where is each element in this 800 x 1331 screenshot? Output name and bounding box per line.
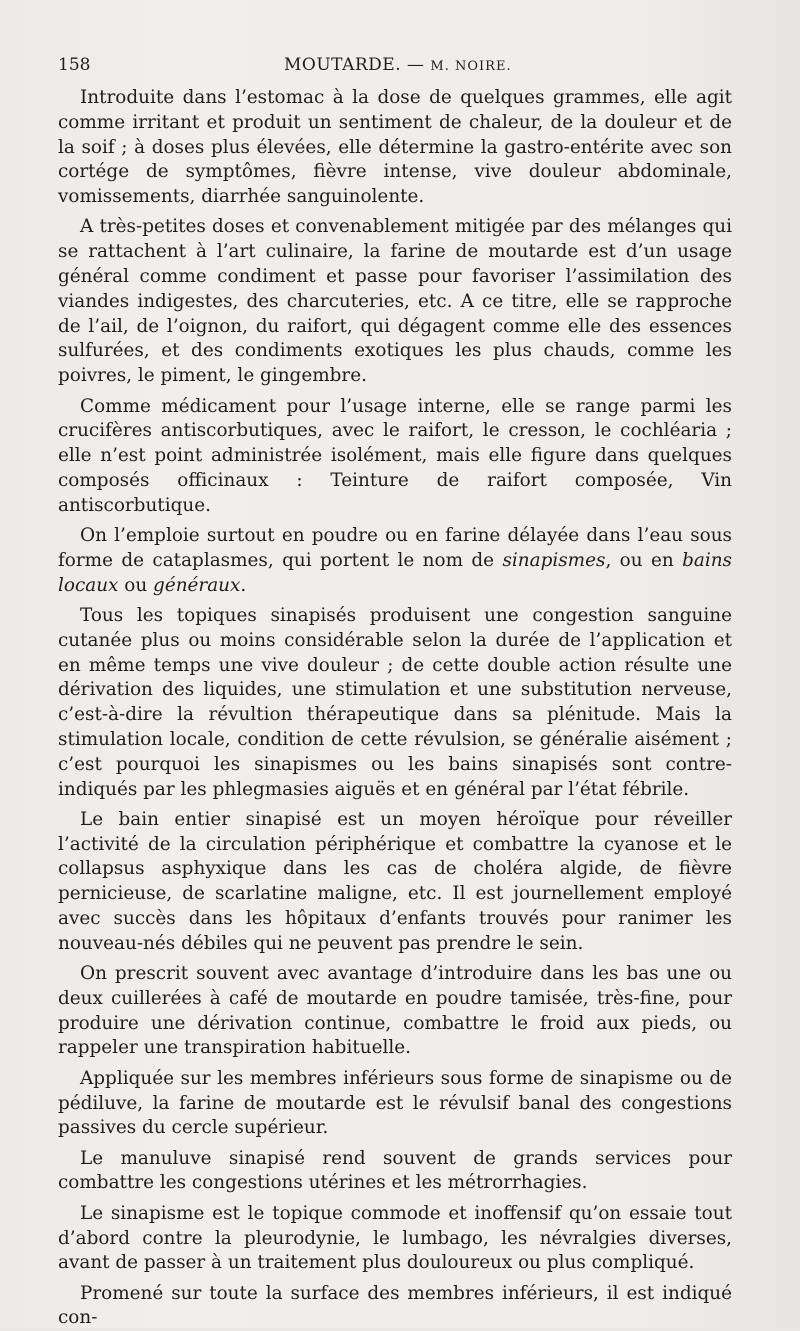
page-number: 158 bbox=[58, 55, 91, 75]
paragraph: Le manuluve sinapisé rend souvent de grands services pour combattre les congestions utérines et les métrorrhagies. bbox=[58, 1147, 732, 1194]
running-title bbox=[284, 55, 512, 75]
running-title-sub: M. NOIRE. bbox=[430, 59, 512, 74]
paragraph bbox=[58, 524, 732, 598]
paragraph: Tous les topiques sinapisés produisent une congestion sanguine cutanée plus ou moins considérable selon la durée de l’application et en même temps une vive douleur ; de cette double action résulte une dérivation des liquides, une stimulation et une substitution nerveuse, c’est-à-dire la révultion thérapeutique dans sa plénitude. Mais la stimulation locale, condition de cette révulsion, se généralie aisément ; c’est pourquoi les sinapismes ou les bains sinapisés sont contre-indiqués par les phlegmasies aiguës et en général par l’état fébrile. bbox=[58, 604, 732, 800]
running-header bbox=[58, 55, 738, 81]
text-run: , ou en bbox=[605, 549, 683, 571]
italic-term-sinapismes: sinapismes bbox=[502, 549, 606, 571]
paragraph: Appliquée sur les membres inférieurs sous forme de sinapisme ou de pédiluve, la farine de moutarde est le révulsif banal des congestions passives du cercle supérieur. bbox=[58, 1067, 732, 1139]
paragraph: Le sinapisme est le topique commode et inoffensif qu’on essaie tout d’abord contre la pleurodynie, le lumbago, les névralgies diverses, avant de passer à un traitement plus douloureux ou plus compliqué. bbox=[58, 1202, 732, 1274]
running-title-main: MOUTARDE. bbox=[284, 55, 402, 75]
paragraph: Introduite dans l’estomac à la dose de quelques grammes, elle agit comme irritant et produit un sentiment de chaleur, de la douleur et de la soif ; à doses plus élevées, elle détermine la gastro-entérite avec son cortége de symptômes, fièvre intense, vive douleur abdominale, vomissements, diarrhée sanguinolente. bbox=[58, 87, 732, 208]
paragraph: Comme médicament pour l’usage interne, elle se range parmi les crucifères antiscorbutiques, avec le raifort, le cresson, le cochléaria ; elle n’est point administrée isolément, mais elle figure dans quelques composés officinaux : Teinture de raifort composée, Vin antiscorbutique. bbox=[58, 395, 732, 516]
paragraph: On prescrit souvent avec avantage d’introduire dans les bas une ou deux cuillerées à café de moutarde en poudre tamisée, très-fine, pour produire une dérivation continue, combattre le froid aux pieds, ou rappeler une transpiration habituelle. bbox=[58, 963, 732, 1059]
page-body bbox=[58, 86, 732, 1331]
paragraph: Le bain entier sinapisé est un moyen héroïque pour réveiller l’activité de la circulation périphérique et combattre la cyanose et le collapsus asphyxique dans les cas de choléra algide, de fièvre pernicieuse, de scarlatine maligne, etc. Il est journellement employé avec succès dans les hôpitaux d’enfants trouvés pour ranimer les nouveau-nés débiles qui ne peuvent pas prendre le sein. bbox=[58, 808, 732, 954]
paragraph: A très-petites doses et convenablement mitigée par des mélanges qui se rattachent à l’art culinaire, la farine de moutarde est d’un usage général comme condiment et passe pour favoriser l’assimilation des viandes indigestes, des charcuteries, etc. A ce titre, elle se rapproche de l’ail, de l’oignon, du raifort, qui dégagent comme elle des essences sulfurées, et des condiments exotiques les plus chauds, comme les poivres, le piment, le gingembre. bbox=[58, 216, 732, 387]
running-title-dash: — bbox=[401, 55, 431, 75]
text-run: On l’emploie surtout en poudre ou en farine délayée dans l’eau sous forme de cataplasmes, qui portent le nom de bbox=[58, 525, 732, 571]
paragraph: Promené sur toute la surface des membres inférieurs, il est indiqué con- bbox=[58, 1282, 732, 1329]
text-run: . bbox=[240, 574, 247, 596]
italic-term-bains-locaux: bains locaux bbox=[58, 549, 732, 596]
italic-term-generaux: généraux bbox=[153, 574, 241, 596]
text-run: ou bbox=[118, 574, 154, 596]
